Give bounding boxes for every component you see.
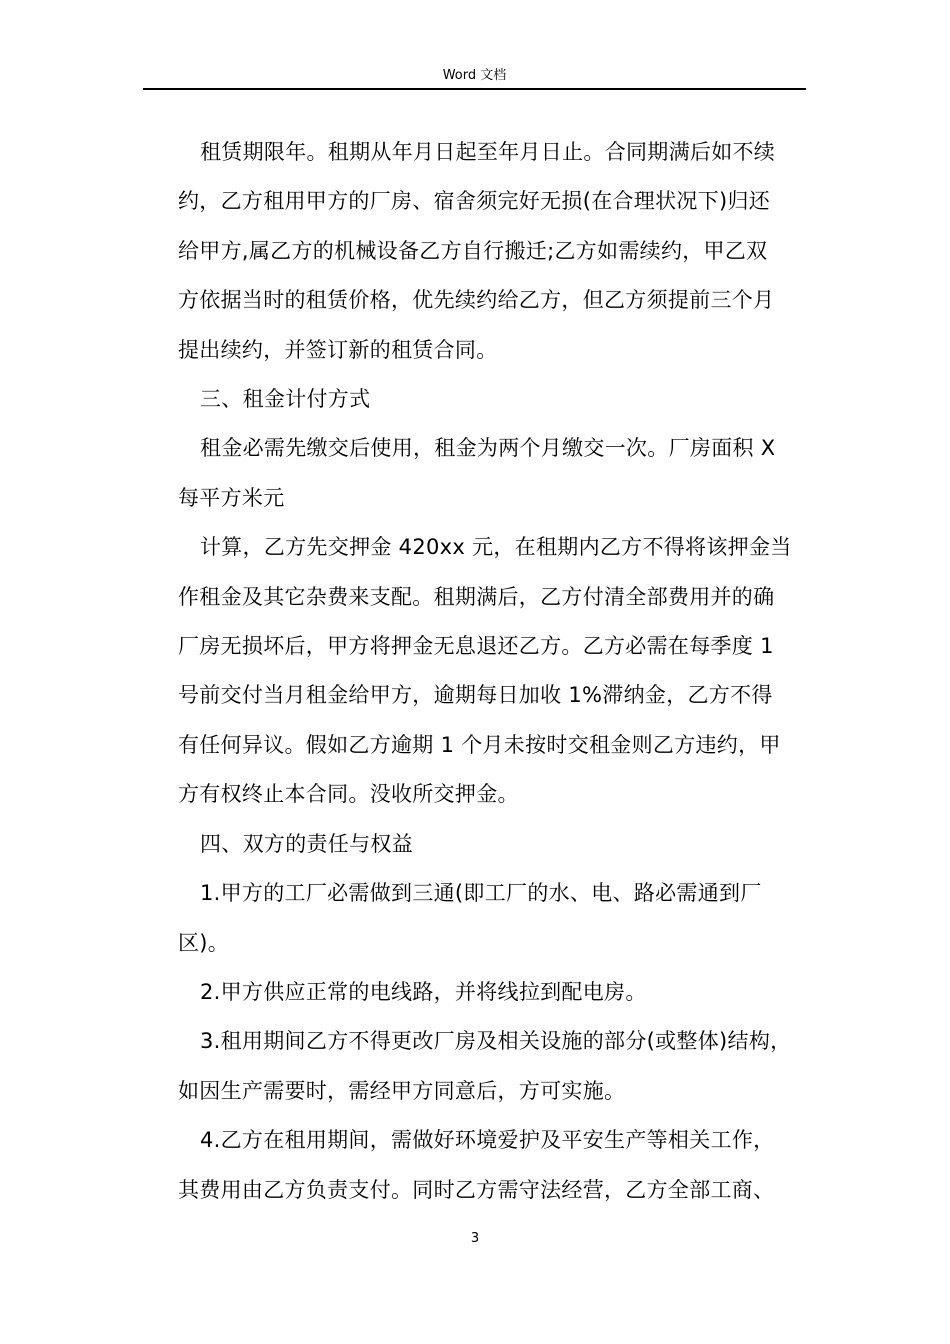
paragraph-line: 方有权终止本合同。没收所交押金。 — [178, 782, 519, 807]
page-number-text: 3 — [470, 1231, 480, 1246]
list-item-continuation: 区)。 — [178, 930, 230, 955]
paragraph-line: 作租金及其它杂费来支配。租期满后，乙方付清全部费用并的确 — [178, 584, 775, 609]
list-item-continuation: 如因生产需要时，需经甲方同意后，方可实施。 — [178, 1078, 626, 1103]
header-title: Word 文档 — [442, 68, 507, 83]
list-item: 3.租用期间乙方不得更改厂房及相关设施的部分(或整体)结构， — [200, 1029, 792, 1054]
paragraph-line: 租金必需先缴交后使用，租金为两个月缴交一次。厂房面积 X — [200, 436, 776, 461]
paragraph-line: 提出续约，并签订新的租赁合同。 — [178, 337, 498, 362]
list-item: 2.甲方供应正常的电线路，并将线拉到配电房。 — [200, 979, 647, 1004]
paragraph-line: 有任何异议。假如乙方逾期 1 个月未按时交租金则乙方违约，甲 — [178, 732, 781, 757]
document-body — [178, 128, 804, 1215]
paragraph-line: 方依据当时的租赁价格，优先续约给乙方，但乙方须提前三个月 — [178, 288, 775, 313]
paragraph-line: 租赁期限年。租期从年月日起至年月日止。合同期满后如不续 — [200, 140, 776, 164]
page-header — [143, 66, 806, 90]
paragraph-line: 计算，乙方先交押金 420xx 元，在租期内乙方不得将该押金当 — [200, 535, 792, 560]
page-number — [0, 1231, 950, 1247]
paragraph-line: 号前交付当月租金给甲方，逾期每日加收 1%滞纳金，乙方不得 — [178, 683, 773, 708]
section-heading: 四、双方的责任与权益 — [200, 831, 413, 856]
paragraph-line: 给甲方,属乙方的机械设备乙方自行搬迁;乙方如需续约，甲乙双 — [178, 238, 768, 263]
paragraph-line: 厂房无损坏后，甲方将押金无息退还乙方。乙方必需在每季度 1 — [178, 634, 774, 659]
list-item: 4.乙方在租用期间，需做好环境爱护及平安生产等相关工作， — [200, 1128, 775, 1153]
section-heading: 三、租金计付方式 — [200, 387, 371, 412]
list-item-continuation: 其费用由乙方负责支付。同时乙方需守法经营，乙方全部工商、 — [178, 1177, 775, 1202]
paragraph-line: 约，乙方租用甲方的厂房、宿舍须完好无损(在合理状况下)归还 — [178, 189, 771, 214]
list-item: 1.甲方的工厂必需做到三通(即工厂的水、电、路必需通到厂 — [200, 881, 762, 906]
paragraph-line: 每平方米元 — [178, 485, 285, 510]
